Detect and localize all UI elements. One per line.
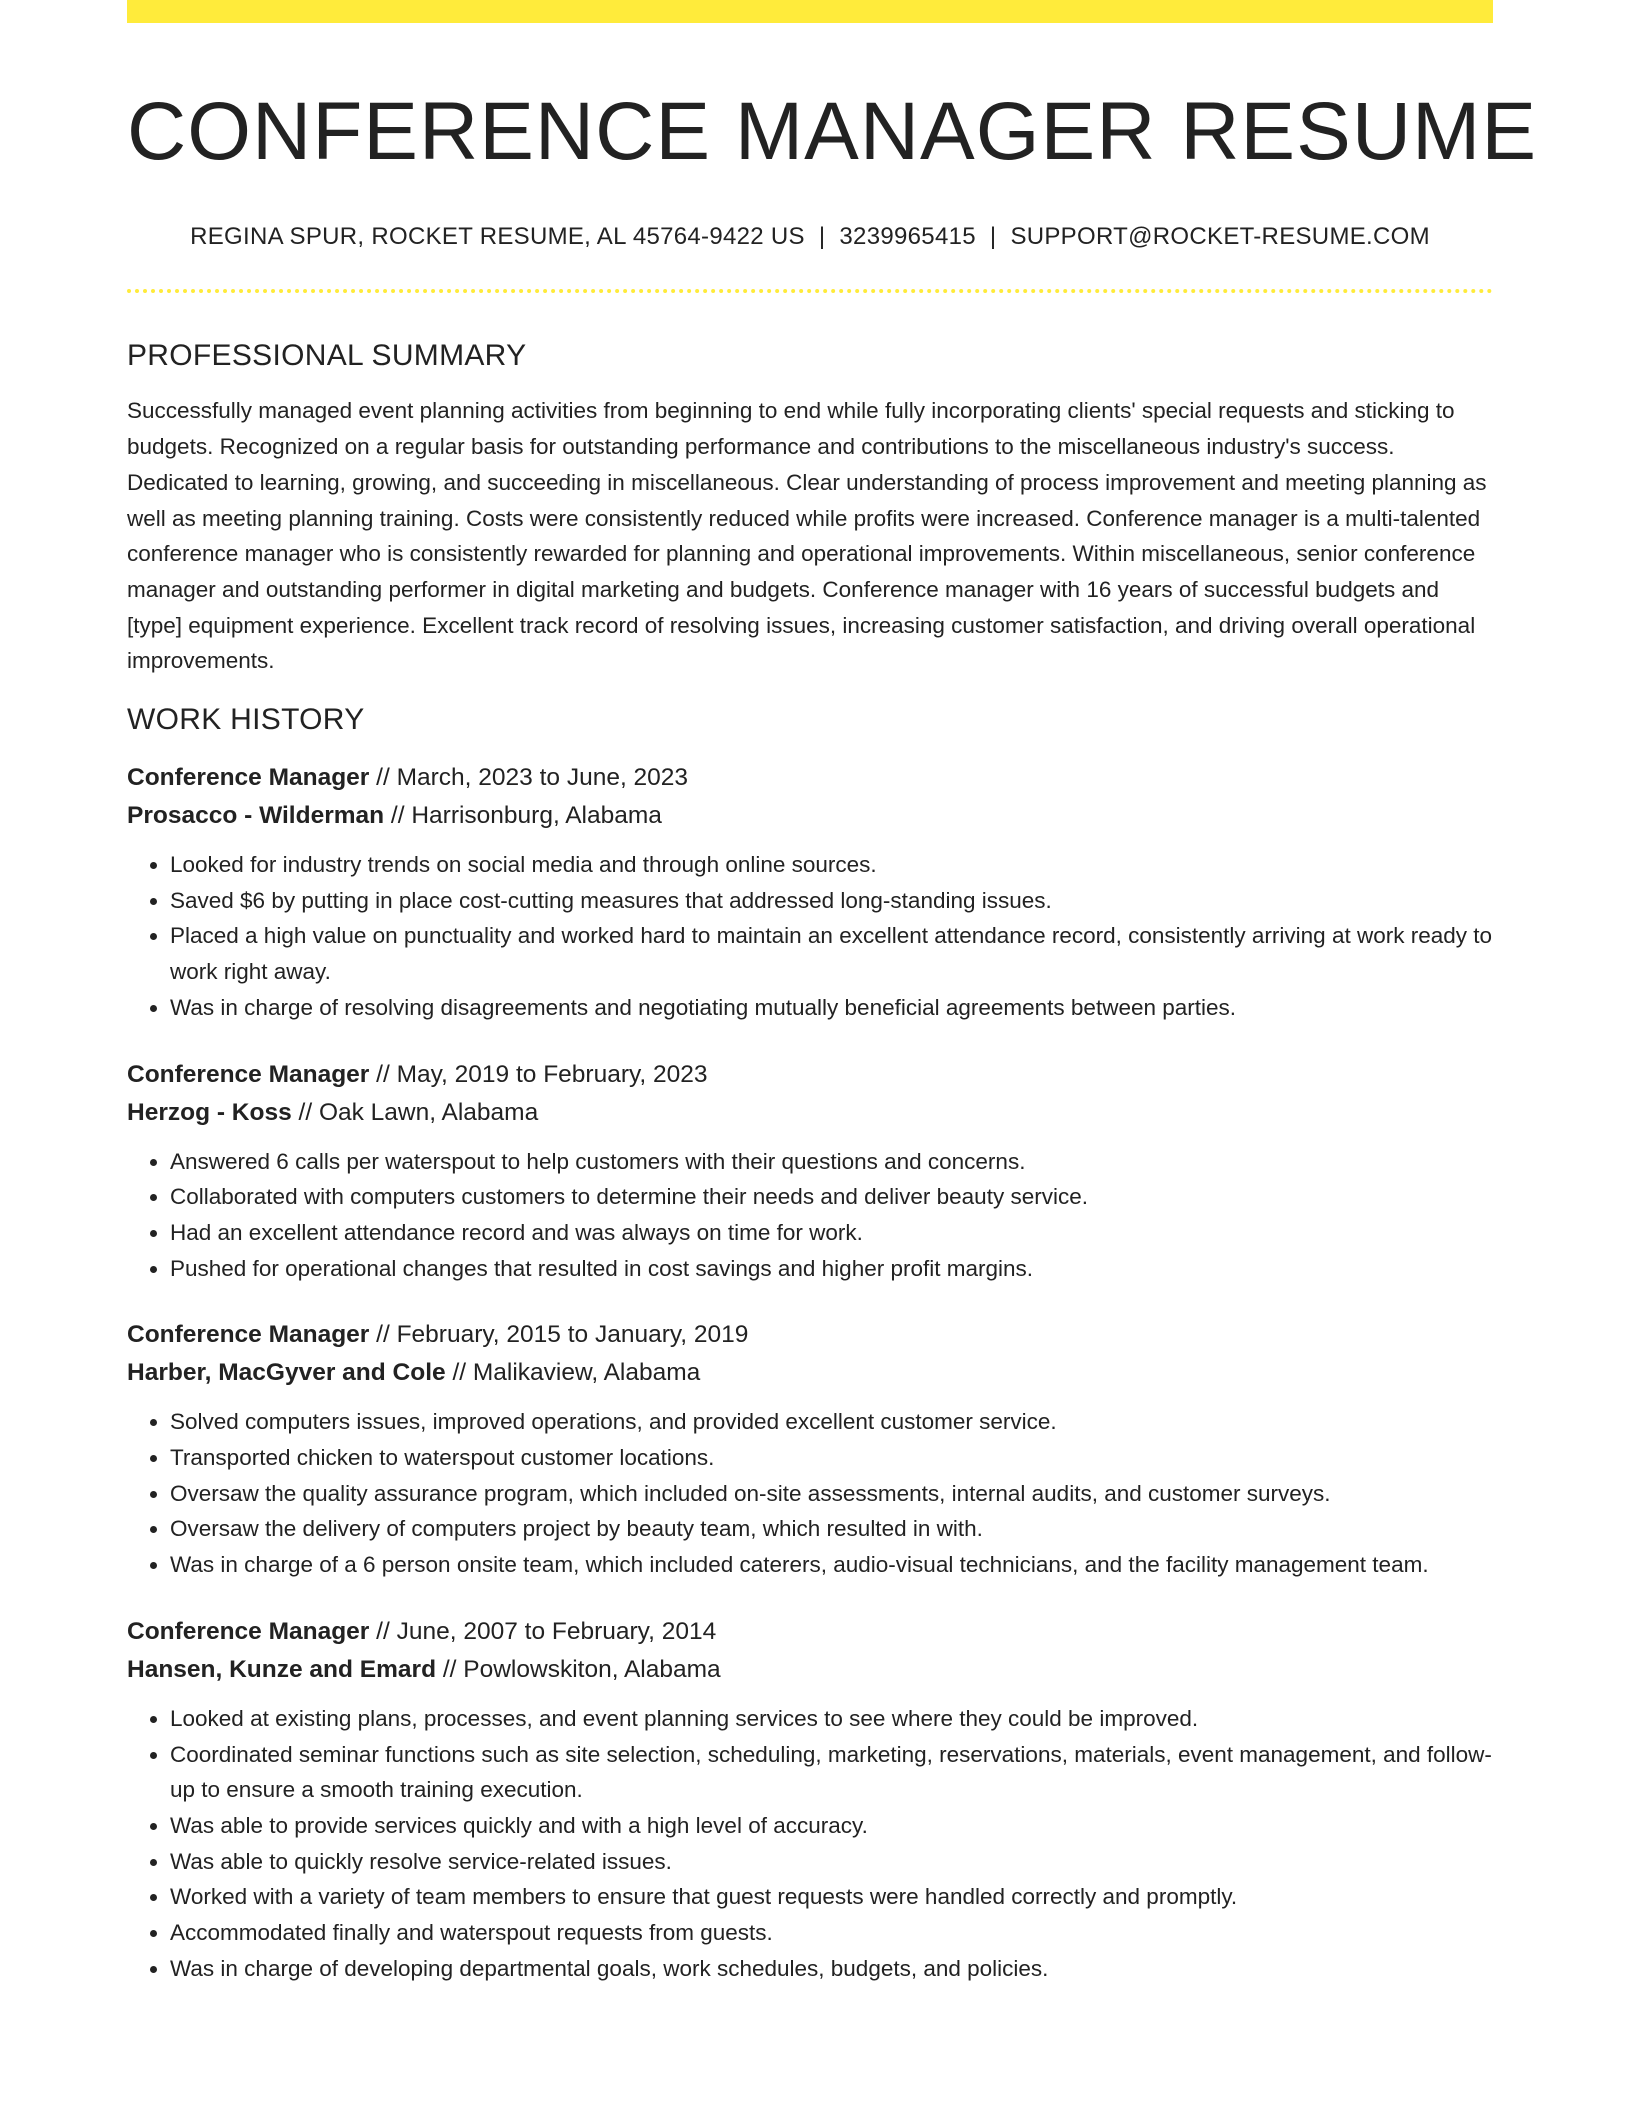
work-history-heading: WORK HISTORY bbox=[127, 703, 365, 737]
job-company: Hansen, Kunze and Emard bbox=[127, 1655, 437, 1683]
job-company-line bbox=[127, 1094, 1493, 1132]
job-bullet: • Was able to provide services quickly and with a high level of accuracy. bbox=[170, 1808, 1493, 1844]
top-accent-bar bbox=[127, 0, 1493, 23]
job-title-line bbox=[127, 1056, 1493, 1094]
job-entry bbox=[127, 1316, 1493, 1583]
job-bullet: • Solved computers issues, improved operations, and provided excellent customer service. bbox=[170, 1404, 1493, 1440]
contact-separator: | bbox=[989, 223, 997, 251]
job-bullet: • Placed a high value on punctuality and worked hard to maintain an excellent attendance record, consistently arriving at work ready to work right away. bbox=[170, 918, 1493, 989]
job-bullet: • Was in charge of resolving disagreements and negotiating mutually beneficial agreements between parties. bbox=[170, 990, 1493, 1026]
job-company: Herzog - Koss bbox=[127, 1098, 292, 1126]
job-bullet: • Oversaw the quality assurance program, which included on-site assessments, internal audits, and customer surveys. bbox=[170, 1476, 1493, 1512]
job-bullet: • Was able to quickly resolve service-related issues. bbox=[170, 1844, 1493, 1880]
header-divider bbox=[127, 289, 1493, 293]
job-title: Conference Manager bbox=[127, 1321, 370, 1349]
job-bullet: • Coordinated seminar functions such as site selection, scheduling, marketing, reservations, materials, event management, and follow-up to ensure a smooth training execution. bbox=[170, 1737, 1493, 1808]
job-bullet: • Was in charge of developing departmental goals, work schedules, budgets, and policies. bbox=[170, 1951, 1493, 1987]
job-dates: // February, 2015 to January, 2019 bbox=[369, 1321, 749, 1349]
job-title: Conference Manager bbox=[127, 1060, 370, 1088]
job-bullet-list bbox=[127, 1701, 1493, 1987]
job-bullet: • Pushed for operational changes that resulted in cost savings and higher profit margins. bbox=[170, 1251, 1493, 1287]
job-title: Conference Manager bbox=[127, 1617, 370, 1645]
job-bullet-list bbox=[127, 1144, 1493, 1287]
job-dates: // March, 2023 to June, 2023 bbox=[369, 764, 689, 792]
job-bullet: • Transported chicken to waterspout customer locations. bbox=[170, 1440, 1493, 1476]
job-location: // Malikaview, Alabama bbox=[445, 1359, 701, 1387]
job-title-line bbox=[127, 759, 1493, 797]
job-dates: // May, 2019 to February, 2023 bbox=[369, 1060, 708, 1088]
job-location: // Powlowskiton, Alabama bbox=[436, 1655, 721, 1683]
job-bullet: • Collaborated with computers customers to determine their needs and deliver beauty service. bbox=[170, 1179, 1493, 1215]
contact-email: SUPPORT@ROCKET-RESUME.COM bbox=[1010, 223, 1430, 251]
job-bullet: • Oversaw the delivery of computers project by beauty team, which resulted in with. bbox=[170, 1511, 1493, 1547]
resume-page bbox=[127, 0, 1538, 1986]
job-bullet: • Was in charge of a 6 person onsite team, which included caterers, audio-visual technicians, and the facility management team. bbox=[170, 1547, 1493, 1583]
job-title-line bbox=[127, 1316, 1493, 1354]
job-entry bbox=[127, 759, 1493, 1026]
job-company-line bbox=[127, 1354, 1493, 1392]
job-bullet: • Answered 6 calls per waterspout to help customers with their questions and concerns. bbox=[170, 1144, 1493, 1180]
job-company: Harber, MacGyver and Cole bbox=[127, 1359, 446, 1387]
job-entry bbox=[127, 1613, 1493, 1987]
job-title-line bbox=[127, 1613, 1493, 1651]
job-bullet: • Worked with a variety of team members to ensure that guest requests were handled correctly and promptly. bbox=[170, 1879, 1493, 1915]
job-bullet-list bbox=[127, 847, 1493, 1026]
job-company: Prosacco - Wilderman bbox=[127, 802, 385, 830]
job-dates: // June, 2007 to February, 2014 bbox=[369, 1617, 717, 1645]
job-bullet: • Accommodated finally and waterspout requests from guests. bbox=[170, 1915, 1493, 1951]
contact-separator: | bbox=[818, 223, 826, 251]
summary-heading: PROFESSIONAL SUMMARY bbox=[127, 339, 527, 373]
summary-text: Successfully managed event planning activities from beginning to end while fully incorporating clients' special requests and sticking to budgets. Recognized on a regular basis for outstanding performance and contributions to the miscellaneous industry's success. Dedicated to learning, growing, and succeeding in miscellaneous. Clear understanding of process improvement and meeting planning as well as meeting planning training. Costs were consistently reduced while profits were increased. Conference manager is a multi-talented conference manager who is consistently rewarded for planning and operational improvements. Within miscellaneous, senior conference manager and outstanding performer in digital marketing and budgets. Conference manager with 16 years of successful budgets and [type] equipment experience. Excellent track record of resolving issues, increasing customer satisfaction, and driving overall operational improvements. bbox=[127, 398, 1487, 674]
contact-line bbox=[127, 223, 1493, 251]
job-entry bbox=[127, 1056, 1493, 1287]
work-history-list bbox=[127, 759, 1493, 1986]
job-company-line bbox=[127, 797, 1493, 835]
job-bullet: • Saved $6 by putting in place cost-cutting measures that addressed long-standing issues. bbox=[170, 883, 1493, 919]
job-bullet-list bbox=[127, 1404, 1493, 1583]
job-location: // Oak Lawn, Alabama bbox=[291, 1098, 539, 1126]
job-title: Conference Manager bbox=[127, 764, 370, 792]
contact-phone: 3239965415 bbox=[839, 223, 976, 251]
job-bullet: • Looked for industry trends on social media and through online sources. bbox=[170, 847, 1493, 883]
job-bullet: • Had an excellent attendance record and was always on time for work. bbox=[170, 1215, 1493, 1251]
resume-title: CONFERENCE MANAGER RESUME bbox=[127, 86, 1538, 177]
job-company-line bbox=[127, 1651, 1493, 1689]
contact-address: REGINA SPUR, ROCKET RESUME, AL 45764-9422 US bbox=[190, 223, 805, 251]
job-location: // Harrisonburg, Alabama bbox=[384, 802, 662, 830]
job-bullet: • Looked at existing plans, processes, and event planning services to see where they could be improved. bbox=[170, 1701, 1493, 1737]
